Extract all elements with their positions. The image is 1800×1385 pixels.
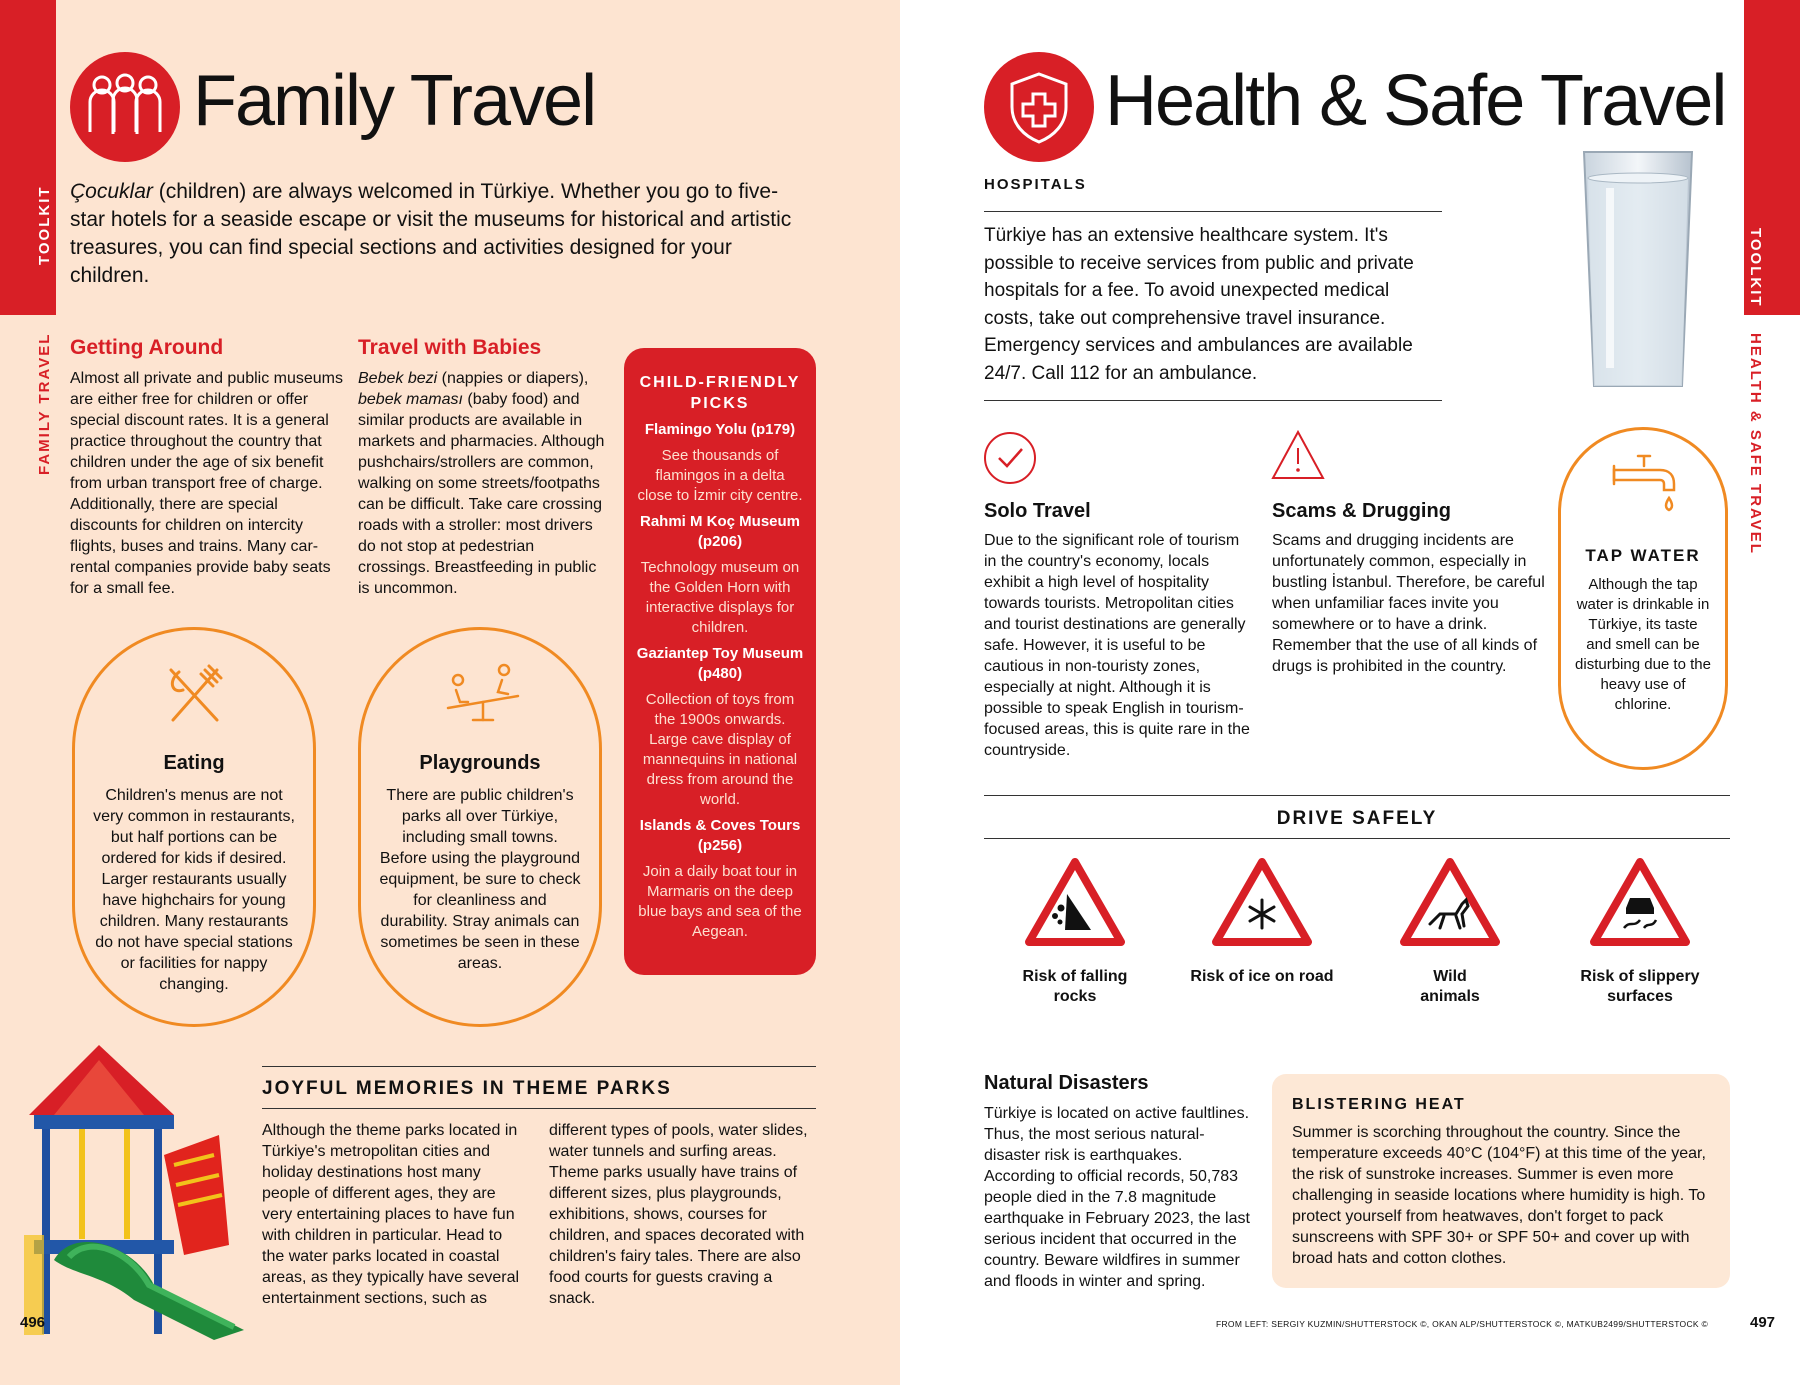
babies-italic-1: Bebek bezi [358, 370, 438, 387]
ice-sign-icon [1212, 858, 1312, 946]
babies-title: Travel with Babies [358, 336, 542, 359]
getting-around-section [70, 336, 345, 599]
health-shield-icon [984, 52, 1094, 162]
right-page [900, 0, 1800, 1385]
eating-body: Children's menus are not very common in restaurants, but half portions can be ordered for kids if desired. Larger restaurants usually have highchairs for young children. Many restaurants do not have special stations or facilities for nappy changing. [93, 787, 295, 993]
theme-parks-col1: Although the theme parks located in Türkiye's metropolitan cities and holiday destinations host many people of different ages, they are very entertaining places to have fun with children in particular. Head to the water parks located in coastal areas, as they typically have several entertainment sections, such as [262, 1122, 520, 1307]
hospitals-divider-top [984, 211, 1442, 212]
drive-safely-heading: DRIVE SAFELY [1276, 808, 1438, 829]
getting-around-title: Getting Around [70, 336, 224, 359]
page-number: 497 [1750, 1314, 1776, 1331]
blistering-heat-heading: BLISTERING HEAT [1292, 1096, 1466, 1113]
intro-paragraph [70, 178, 810, 290]
pick-name[interactable]: Gaziantep Toy Museum (p480) [636, 645, 804, 682]
natural-disasters-body: Türkiye is located on active faultlines. Thus, the most serious natural-disaster risk is earthquakes. According to official records, 50,783 people died in the 7.8 magnitude earthquake in February 2023, the last serious incident that occurred in the country. Beware wildfires in summer and floods in winter and spring. [984, 1105, 1250, 1290]
pick-desc: See thousands of flamingos in a delta close to İzmir city centre. [637, 447, 803, 504]
photo-credits: FROM LEFT: SERGIY KUZMIN/SHUTTERSTOCK ©, OKAN ALP/SHUTTERSTOCK ©, MATKUB2499/SHUTTERSTOCK © [1216, 1319, 1709, 1329]
pick-desc: Collection of toys from the 1900s onwards. Large cave display of mannequins in national dress from around the world. [642, 691, 798, 808]
babies-text-2: (baby food) and similar products are available in markets and pharmacies. Although pushchairs/strollers are common, walking on some streets/footpaths can be difficult. Take care crossing roads with a stroller: most drivers do not stop at pedestrian crossings. Breastfeeding in public is uncommon. [358, 391, 605, 597]
sign-label: Wild animals [1420, 968, 1480, 1005]
scams-title: Scams & Drugging [1272, 500, 1451, 522]
pick-desc: Technology museum on the Golden Horn with interactive displays for children. [640, 559, 800, 636]
tap-icon [1604, 450, 1684, 520]
page-number: 496 [20, 1314, 46, 1331]
playgrounds-body: There are public children's parks all over Türkiye, including small towns. Before using the playground equipment, be sure to check for cleanliness and durability. Stray animals can sometimes be seen in these areas. [379, 787, 581, 972]
toolkit-tab-label: TOOLKIT [1747, 228, 1764, 308]
section-tab-label: HEALTH & SAFE TRAVEL [1747, 333, 1764, 555]
blistering-heat-box [1272, 1074, 1730, 1288]
intro-italic: Çocuklar [70, 180, 153, 203]
scams-body: Scams and drugging incidents are unfortunately common, especially in bustling İstanbul. Therefore, be careful when unfamiliar faces invite you somewhere or to have a drink. Remember that the use of all kinds of drugs is prohibited in the country. [1272, 532, 1545, 675]
section-tab-label: FAMILY TRAVEL [36, 332, 53, 475]
blistering-heat-body: Summer is scorching throughout the country. Since the temperature exceeds 40°C (104°F) at this time of the year, the risk of sunstroke increases. Summer is even more challenging in seaside locations where humidity is high. To protect yourself from heatwaves, don't forget to pack sunscreens with SPF 30+ or SPF 50+ and cover up with broad hats and cotton clothes. [1292, 1124, 1706, 1267]
hospitals-body: Türkiye has an extensive healthcare system. It's possible to receive services from public and private hospitals for a fee. To avoid unexpected medical costs, take out comprehensive travel insurance. Emergency services and ambulances are available 24/7. Call 112 for an ambulance. [984, 225, 1414, 384]
playgrounds-card [358, 627, 602, 1027]
babies-text-1: (nappies or diapers), [437, 370, 589, 387]
cutlery-icon [159, 660, 229, 730]
playground-photo [14, 1045, 264, 1340]
eating-card [72, 627, 316, 1027]
page-title: Family Travel [193, 61, 596, 141]
sign-label: Risk of slippery surfaces [1580, 968, 1700, 1005]
wild-animals-sign-icon [1400, 858, 1500, 946]
hospitals-divider-bottom [984, 400, 1442, 401]
page-title: Health & Safe Travel [1105, 61, 1726, 141]
pick-desc: Join a daily boat tour in Marmaris on the deep blue bays and sea of the Aegean. [638, 863, 802, 940]
theme-divider-top [262, 1066, 816, 1067]
babies-italic-2: bebek maması [358, 391, 463, 408]
solo-travel-body: Due to the significant role of tourism in the country's economy, locals exhibit a high level of hospitality towards tourists. Metropolitan cities and tourist destinations are generally safe. However, it is useful to be cautious in non-touristy zones, especially at night. Although it is possible to speak English in tourism-focused areas, this is quite rare in the countryside. [984, 532, 1250, 759]
picks-heading: CHILD-FRIENDLY PICKS [639, 374, 801, 412]
eating-title: Eating [163, 752, 225, 774]
pick-name[interactable]: Flamingo Yolu (p179) [644, 421, 796, 438]
getting-around-body: Almost all private and public museums are either free for children or offer special discount rates. It is a general practice throughout the country that children under the age of six benefit from urban transport free of charge. Additionally, there are special discounts for children on intercity flights, buses and trains. Many car-rental companies provide baby seats for a small fee. [70, 370, 344, 597]
playgrounds-title: Playgrounds [419, 752, 541, 774]
intro-text: (children) are always welcomed in Türkiye. Whether you go to five-star hotels for a seaside escape or visit the museums for historical and artistic treasures, you can find special sections and activities designed for your children. [70, 180, 792, 287]
pick-name[interactable]: Islands & Coves Tours (p256) [639, 817, 801, 854]
playground-icon [438, 660, 528, 730]
pick-item [636, 512, 804, 638]
solo-travel-title: Solo Travel [984, 500, 1091, 522]
theme-parks-heading: JOYFUL MEMORIES IN THEME PARKS [262, 1078, 672, 1099]
sign-label: Risk of ice on road [1190, 968, 1334, 985]
drive-divider-bottom [984, 838, 1730, 839]
warning-triangle-icon [1270, 428, 1326, 484]
toolkit-tab-label: TOOLKIT [36, 185, 53, 265]
pick-item [636, 420, 804, 506]
natural-disasters-title: Natural Disasters [984, 1072, 1149, 1094]
pick-name[interactable]: Rahmi M Koç Museum (p206) [639, 513, 801, 550]
sign-label: Risk of falling rocks [1022, 968, 1128, 1005]
falling-rocks-sign-icon [1025, 858, 1125, 946]
babies-section [358, 336, 608, 599]
theme-divider-bottom [262, 1108, 816, 1109]
hospitals-heading: HOSPITALS [984, 176, 1087, 193]
toolkit-tab[interactable] [0, 0, 56, 315]
child-friendly-picks-box [624, 348, 816, 975]
slippery-sign-icon [1590, 858, 1690, 946]
tap-water-card [1558, 427, 1728, 770]
theme-parks-col2: different types of pools, water slides, water tunnels and surfing areas. Theme parks usually have trains of different sizes, plus playgrounds, exhibitions, shows, courses for children, and spaces decorated with children's fairy tales. There are also food courts for guests craving a snack. [549, 1122, 808, 1307]
tap-water-title: TAP WATER [1585, 546, 1701, 565]
pick-item [636, 816, 804, 942]
tap-water-body: Although the tap water is drinkable in Türkiye, its taste and smell can be disturbing due to the heavy use of chlorine. [1575, 576, 1711, 713]
family-icon [70, 52, 180, 162]
water-glass-photo [1578, 148, 1698, 393]
pick-item [636, 644, 804, 810]
babies-body [358, 368, 608, 599]
check-circle-icon [982, 430, 1038, 486]
drive-divider-top [984, 795, 1730, 796]
